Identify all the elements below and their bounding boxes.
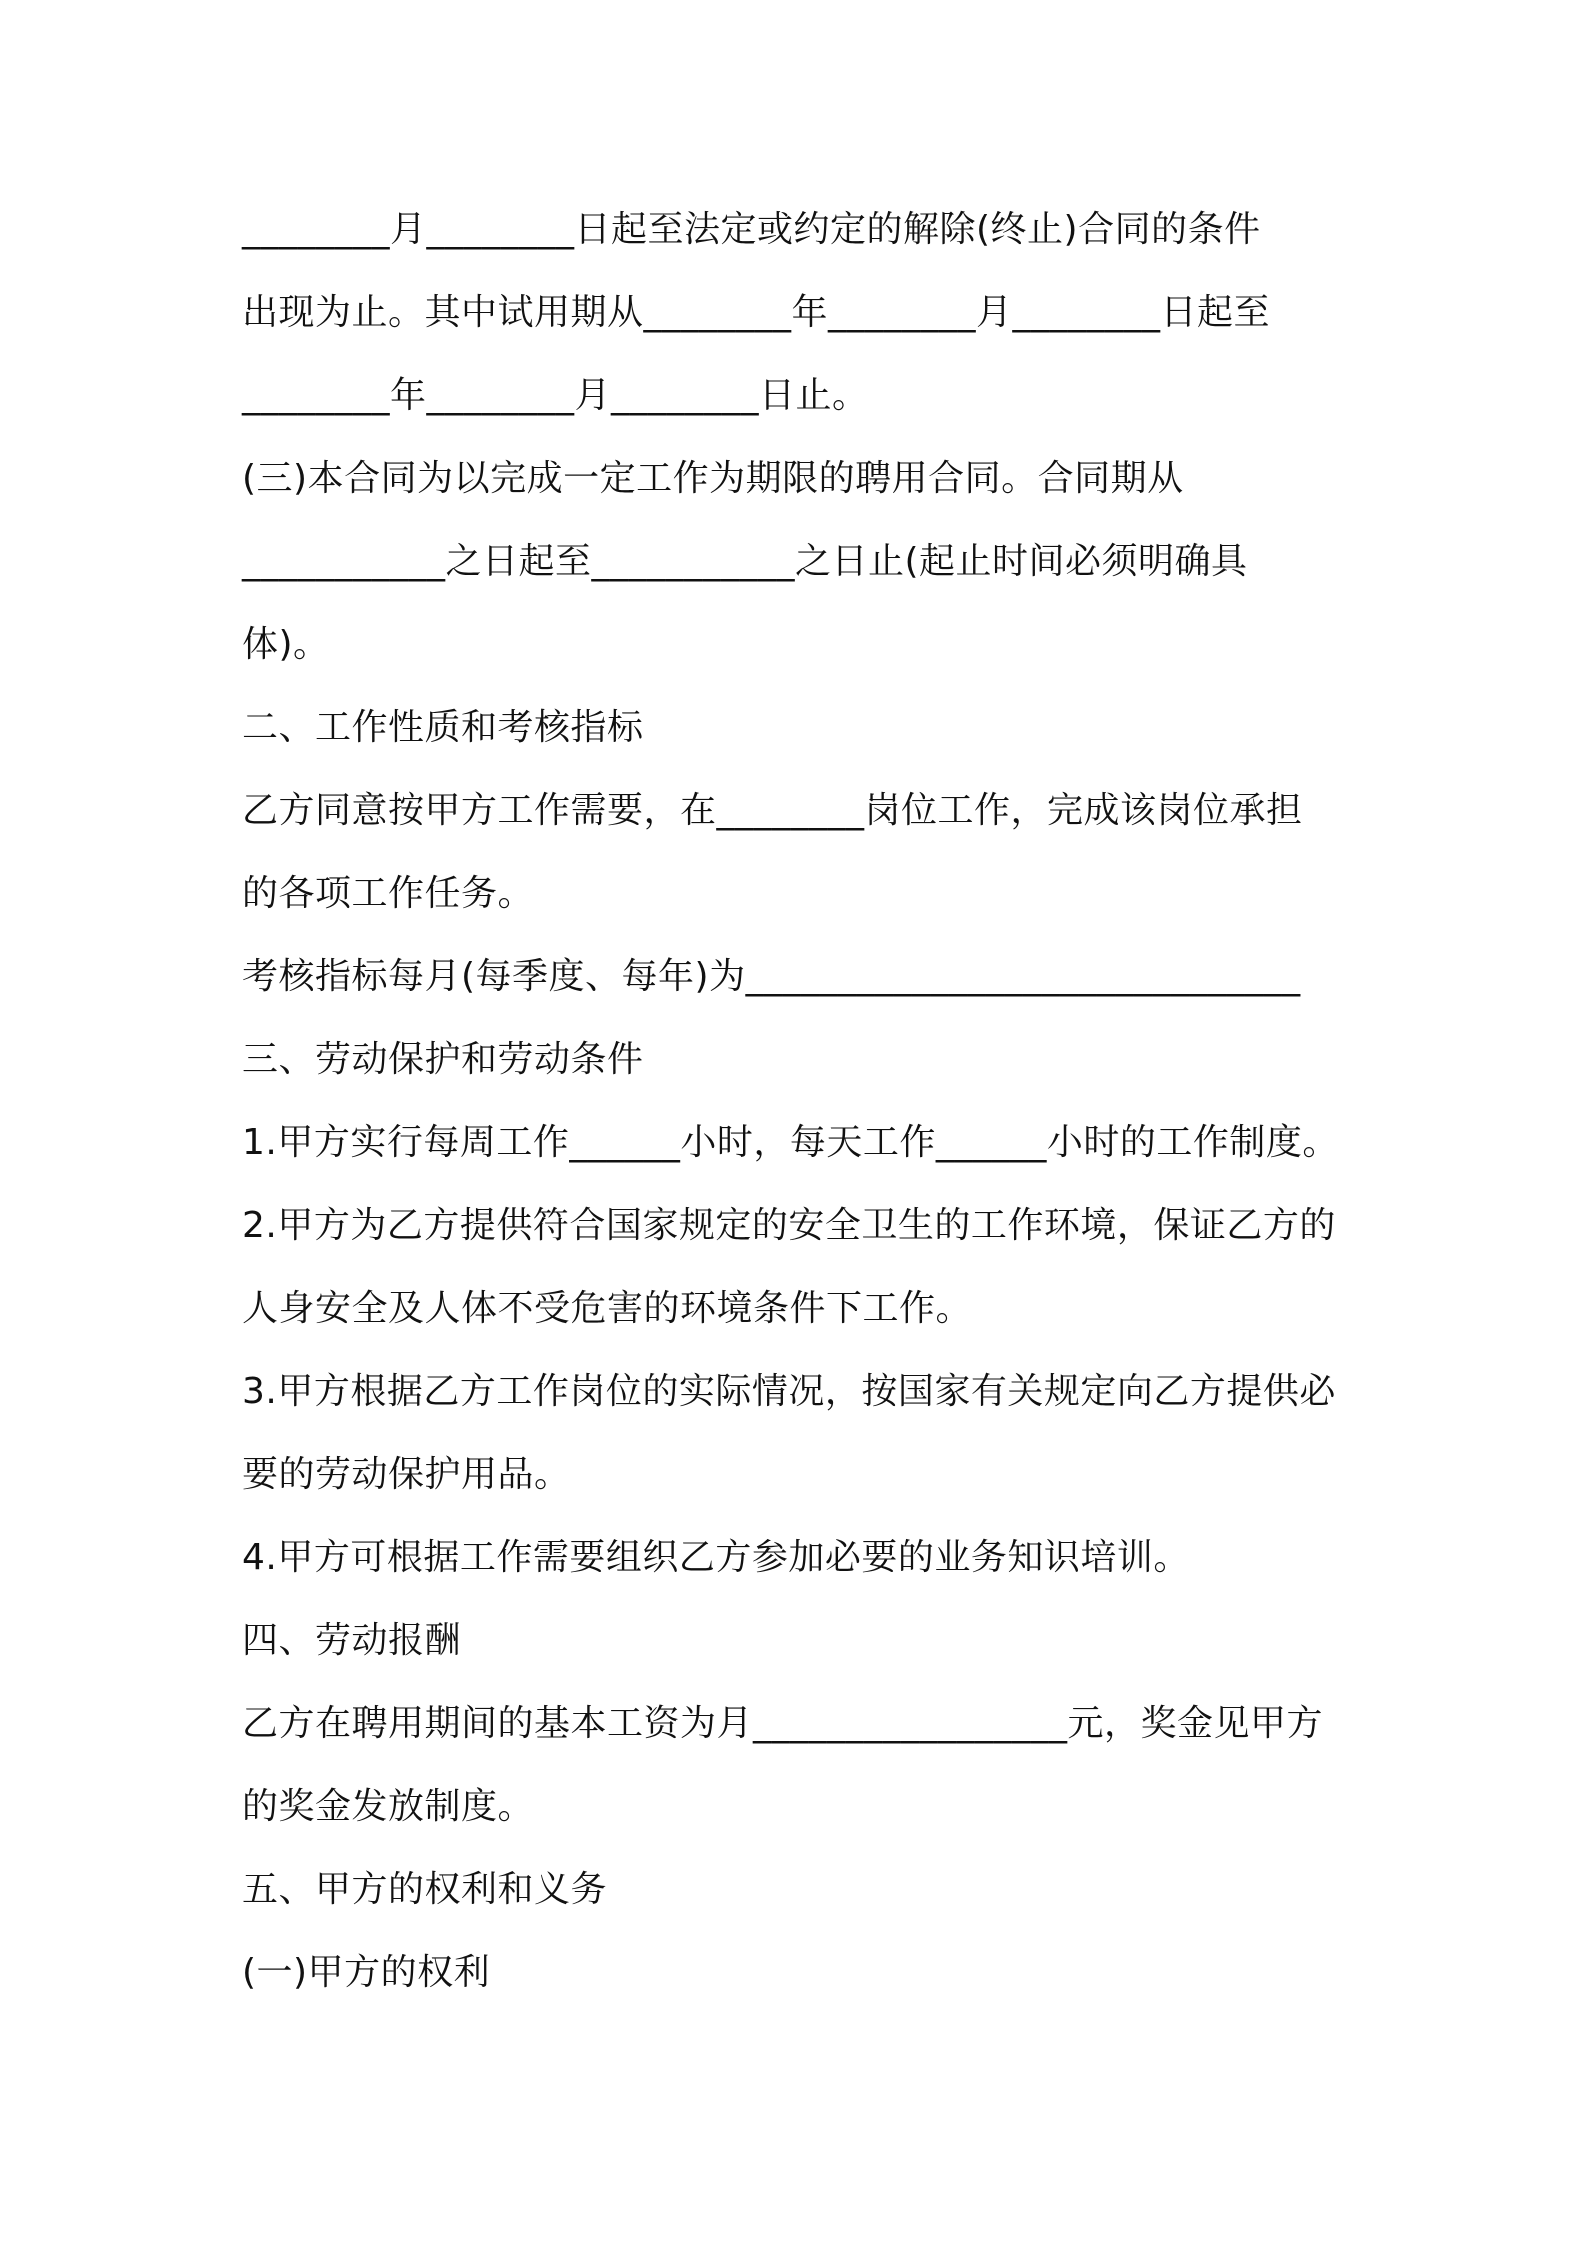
text-line: 1.甲方实行每周工作______小时，每天工作______小时的工作制度。 [242, 1122, 1339, 1163]
text-line: 3.甲方根据乙方工作岗位的实际情况，按国家有关规定向乙方提供必 [242, 1371, 1336, 1412]
text-line: 2.甲方为乙方提供符合国家规定的安全卫生的工作环境，保证乙方的 [242, 1205, 1336, 1246]
section-heading: 三、劳动保护和劳动条件 [242, 1039, 644, 1080]
text-line: 的各项工作任务。 [242, 873, 535, 914]
text-line: 考核指标每月(每季度、每年)为______________________________ [242, 956, 1301, 997]
subsection-heading: (一)甲方的权利 [242, 1952, 491, 1993]
text-line: 体)。 [242, 624, 330, 665]
section-heading: 四、劳动报酬 [242, 1620, 462, 1661]
text-line: 要的劳动保护用品。 [242, 1454, 571, 1495]
text-line: 4.甲方可根据工作需要组织乙方参加必要的业务知识培训。 [242, 1537, 1190, 1578]
text-line: 乙方同意按甲方工作需要，在________岗位工作，完成该岗位承担 [242, 790, 1303, 831]
section-heading: 二、工作性质和考核指标 [242, 707, 644, 748]
text-line: (三)本合同为以完成一定工作为期限的聘用合同。合同期从 [242, 458, 1184, 499]
section-heading: 五、甲方的权利和义务 [242, 1869, 608, 1910]
text-line: 出现为止。其中试用期从________年________月________日起至 [242, 292, 1271, 333]
text-line: 乙方在聘用期间的基本工资为月_________________元，奖金见甲方 [242, 1703, 1324, 1744]
text-line: ________月________日起至法定或约定的解除(终止)合同的条件 [242, 209, 1261, 250]
text-line: ___________之日起至___________之日止(起止时间必须明确具 [242, 541, 1248, 582]
text-line: ________年________月________日止。 [242, 375, 869, 416]
text-line: 人身安全及人体不受危害的环境条件下工作。 [242, 1288, 973, 1329]
text-line: 的奖金发放制度。 [242, 1786, 535, 1827]
